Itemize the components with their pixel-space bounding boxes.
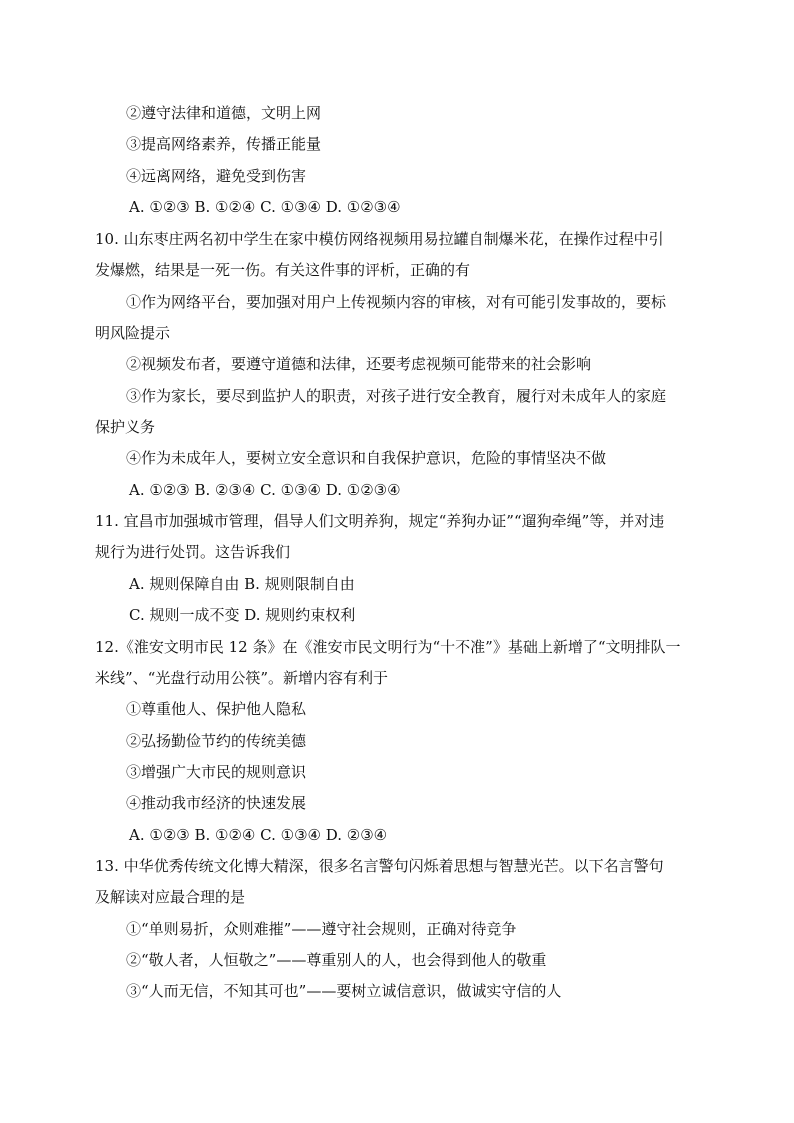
q11-answer-choices-row-2: C. 规则一成不变 D. 规则约束权利 (129, 606, 356, 624)
q13-option-1: ①“单则易折，众则难摧”——遵守社会规则，正确对待竞争 (126, 920, 517, 938)
q9-option-4: ④远离网络，避免受到伤害 (126, 167, 307, 185)
q11-answer-choices-row-1: A. 规则保障自由 B. 规则限制自由 (129, 575, 355, 593)
q12-answer-choices: A. ①②③ B. ①②④ C. ①③④ D. ②③④ (129, 826, 388, 844)
q10-option-1-line-2: 明风险提示 (95, 324, 171, 342)
q10-option-3-line-2: 保护义务 (95, 418, 156, 436)
q10-option-1-line-1: ①作为网络平台，要加强对用户上传视频内容的审核，对有可能引发事故的，要标 (126, 293, 667, 311)
q12-stem-line-2: 米线”、“光盘行动用公筷”。新增内容有利于 (95, 669, 389, 687)
q13-option-3: ③“人而无信，不知其可也”——要树立诚信意识，做诚实守信的人 (126, 982, 562, 1000)
q12-option-3: ③增强广大市民的规则意识 (126, 763, 307, 781)
q13-stem-line-1: 13. 中华优秀传统文化博大精深，很多名言警句闪烁着思想与智慧光芒。以下名言警句 (95, 857, 664, 875)
q10-option-4: ④作为未成年人，要树立安全意识和自我保护意识，危险的事情坚决不做 (126, 449, 607, 467)
q12-option-2: ②弘扬勤俭节约的传统美德 (126, 732, 307, 750)
q13-stem-line-2: 及解读对应最合理的是 (95, 888, 246, 906)
q11-stem-line-1: 11. 宜昌市加强城市管理，倡导人们文明养狗，规定“养狗办证”“遛狗牵绳”等，并对违 (95, 512, 665, 530)
q10-stem-line-1: 10. 山东枣庄两名初中学生在家中模仿网络视频用易拉罐自制爆米花，在操作过程中引 (95, 230, 664, 248)
q10-answer-choices: A. ①②③ B. ②③④ C. ①③④ D. ①②③④ (129, 481, 401, 499)
q12-option-4: ④推动我市经济的快速发展 (126, 794, 307, 812)
q10-option-2: ②视频发布者，要遵守道德和法律，还要考虑视频可能带来的社会影响 (126, 355, 592, 373)
q13-option-2: ②“敬人者，人恒敬之”——尊重别人的人，也会得到他人的敬重 (126, 951, 547, 969)
q9-option-2: ②遵守法律和道德，文明上网 (126, 104, 322, 122)
q12-option-1: ①尊重他人、保护他人隐私 (126, 700, 307, 718)
q12-stem-line-1: 12.《淮安文明市民 12 条》在《淮安市民文明行为“十不准”》基础上新增了“文明排队一 (95, 638, 681, 656)
q9-option-3: ③提高网络素养，传播正能量 (126, 135, 322, 153)
q10-stem-line-2: 发爆燃，结果是一死一伤。有关这件事的评析，正确的有 (95, 261, 471, 279)
q11-stem-line-2: 规行为进行处罚。这告诉我们 (95, 543, 291, 561)
q9-answer-choices: A. ①②③ B. ①②④ C. ①③④ D. ①②③④ (129, 198, 401, 216)
q10-option-3-line-1: ③作为家长，要尽到监护人的职责，对孩子进行安全教育，履行对未成年人的家庭 (126, 387, 667, 405)
